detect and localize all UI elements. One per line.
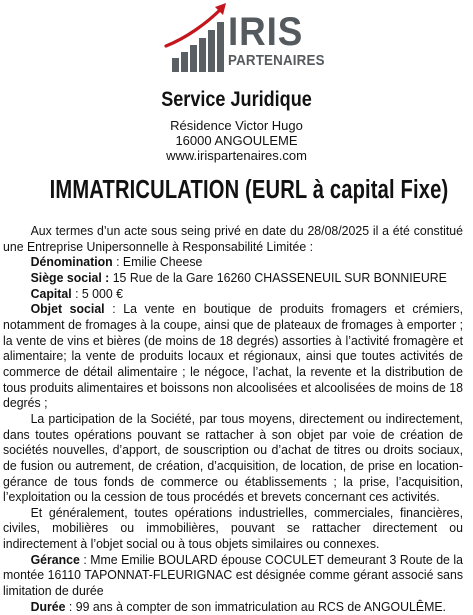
address-line-2: 16000 ANGOULEME xyxy=(175,133,298,148)
notice-title: IMMATRICULATION (EURL à capital Fixe) xyxy=(49,176,449,204)
participation-paragraph: La participation de la Société, par tous moyens, directement ou indirectement, dans toutes opérations pouvant se rattacher à son objet par voie de création de sociétés nouvelles, d’apport, de souscription ou d’achat de titres ou droits sociaux, de fusion ou autrement, de création, d’acquisition, de location, de prise en location-gérance de tous fonds de commerce ou établissements ; la prise, l’acquisition, l’exploitation ou la cession de tous procédés et brevets concernant ces activités. xyxy=(3,411,463,505)
duree-value: : 99 ans à compter de son immatriculation au RCS de ANGOULÊME. xyxy=(65,599,446,614)
logo-bar-4 xyxy=(199,38,206,72)
logo-bar-1 xyxy=(172,58,179,72)
brand-wordmark xyxy=(228,12,338,69)
gerance-value: : Mme Emilie BOULARD épouse COCULET demeurant 3 Route de la montée 16110 TAPONNAT-FLEURIGNAC est désignée comme gérant associé sans limitation de durée xyxy=(3,552,463,599)
objet-value: : La vente en boutique de produits fromagers et crémiers, notamment de fromages à la coupe, ainsi que de plateaux de fromages à emporter ; la vente de vins et bières (de moins de 18 degrés) assorties à l’activité fromagère et alimentaire; la vente de produits locaux et régionaux, ainsi que toutes activités de commerce de détail alimentaire ; le négoce, l’achat, la revente et la distribution de tous produits alimentaires et boissons non alcoolisées et alcoolisées de moins de 18 degrés ; xyxy=(3,302,463,411)
duree-line xyxy=(3,600,463,615)
intro-paragraph: Aux termes d’un acte sous seing privé en date du 28/08/2025 il a été constitué une Entreprise Unipersonnelle à Responsabilité Limitée : xyxy=(3,224,463,254)
website-link[interactable]: www.irispartenaires.com xyxy=(166,148,307,163)
notice-body xyxy=(3,224,463,615)
siege-line xyxy=(3,271,463,287)
general-paragraph: Et généralement, toutes opérations industrielles, commerciales, financières, civiles, mobilières ou immobilières, pouvant se rattacher directement ou indirectement à l’objet social ou à tous objets similaires ou connexes. xyxy=(3,505,463,552)
gerance-paragraph xyxy=(3,553,463,600)
siege-value: 15 Rue de la Gare 16260 CHASSENEUIL SUR BONNIEURE xyxy=(109,270,447,285)
objet-label: Objet social xyxy=(30,302,105,317)
brand-subtitle: PARTENAIRES xyxy=(228,53,325,69)
denomination-value: : Emilie Cheese xyxy=(112,255,203,270)
duree-label: Durée xyxy=(30,599,66,614)
brand-name: IRIS xyxy=(228,10,304,54)
siege-label: Siège social : xyxy=(30,270,110,285)
capital-line xyxy=(3,287,463,303)
gerance-label: Gérance xyxy=(30,552,80,567)
logo-bar-2 xyxy=(181,52,188,72)
logo-bar-3 xyxy=(190,45,197,72)
address-line-1: Résidence Victor Hugo xyxy=(170,118,303,133)
capital-label: Capital xyxy=(30,286,72,301)
denomination-line xyxy=(3,255,463,271)
objet-paragraph xyxy=(3,302,463,412)
logo-bar-6 xyxy=(217,22,224,72)
denomination-label: Dénomination xyxy=(30,255,113,270)
logo-bar-5 xyxy=(208,30,215,72)
capital-value: : 5 000 € xyxy=(71,286,123,301)
service-title: Service Juridique xyxy=(161,88,312,111)
